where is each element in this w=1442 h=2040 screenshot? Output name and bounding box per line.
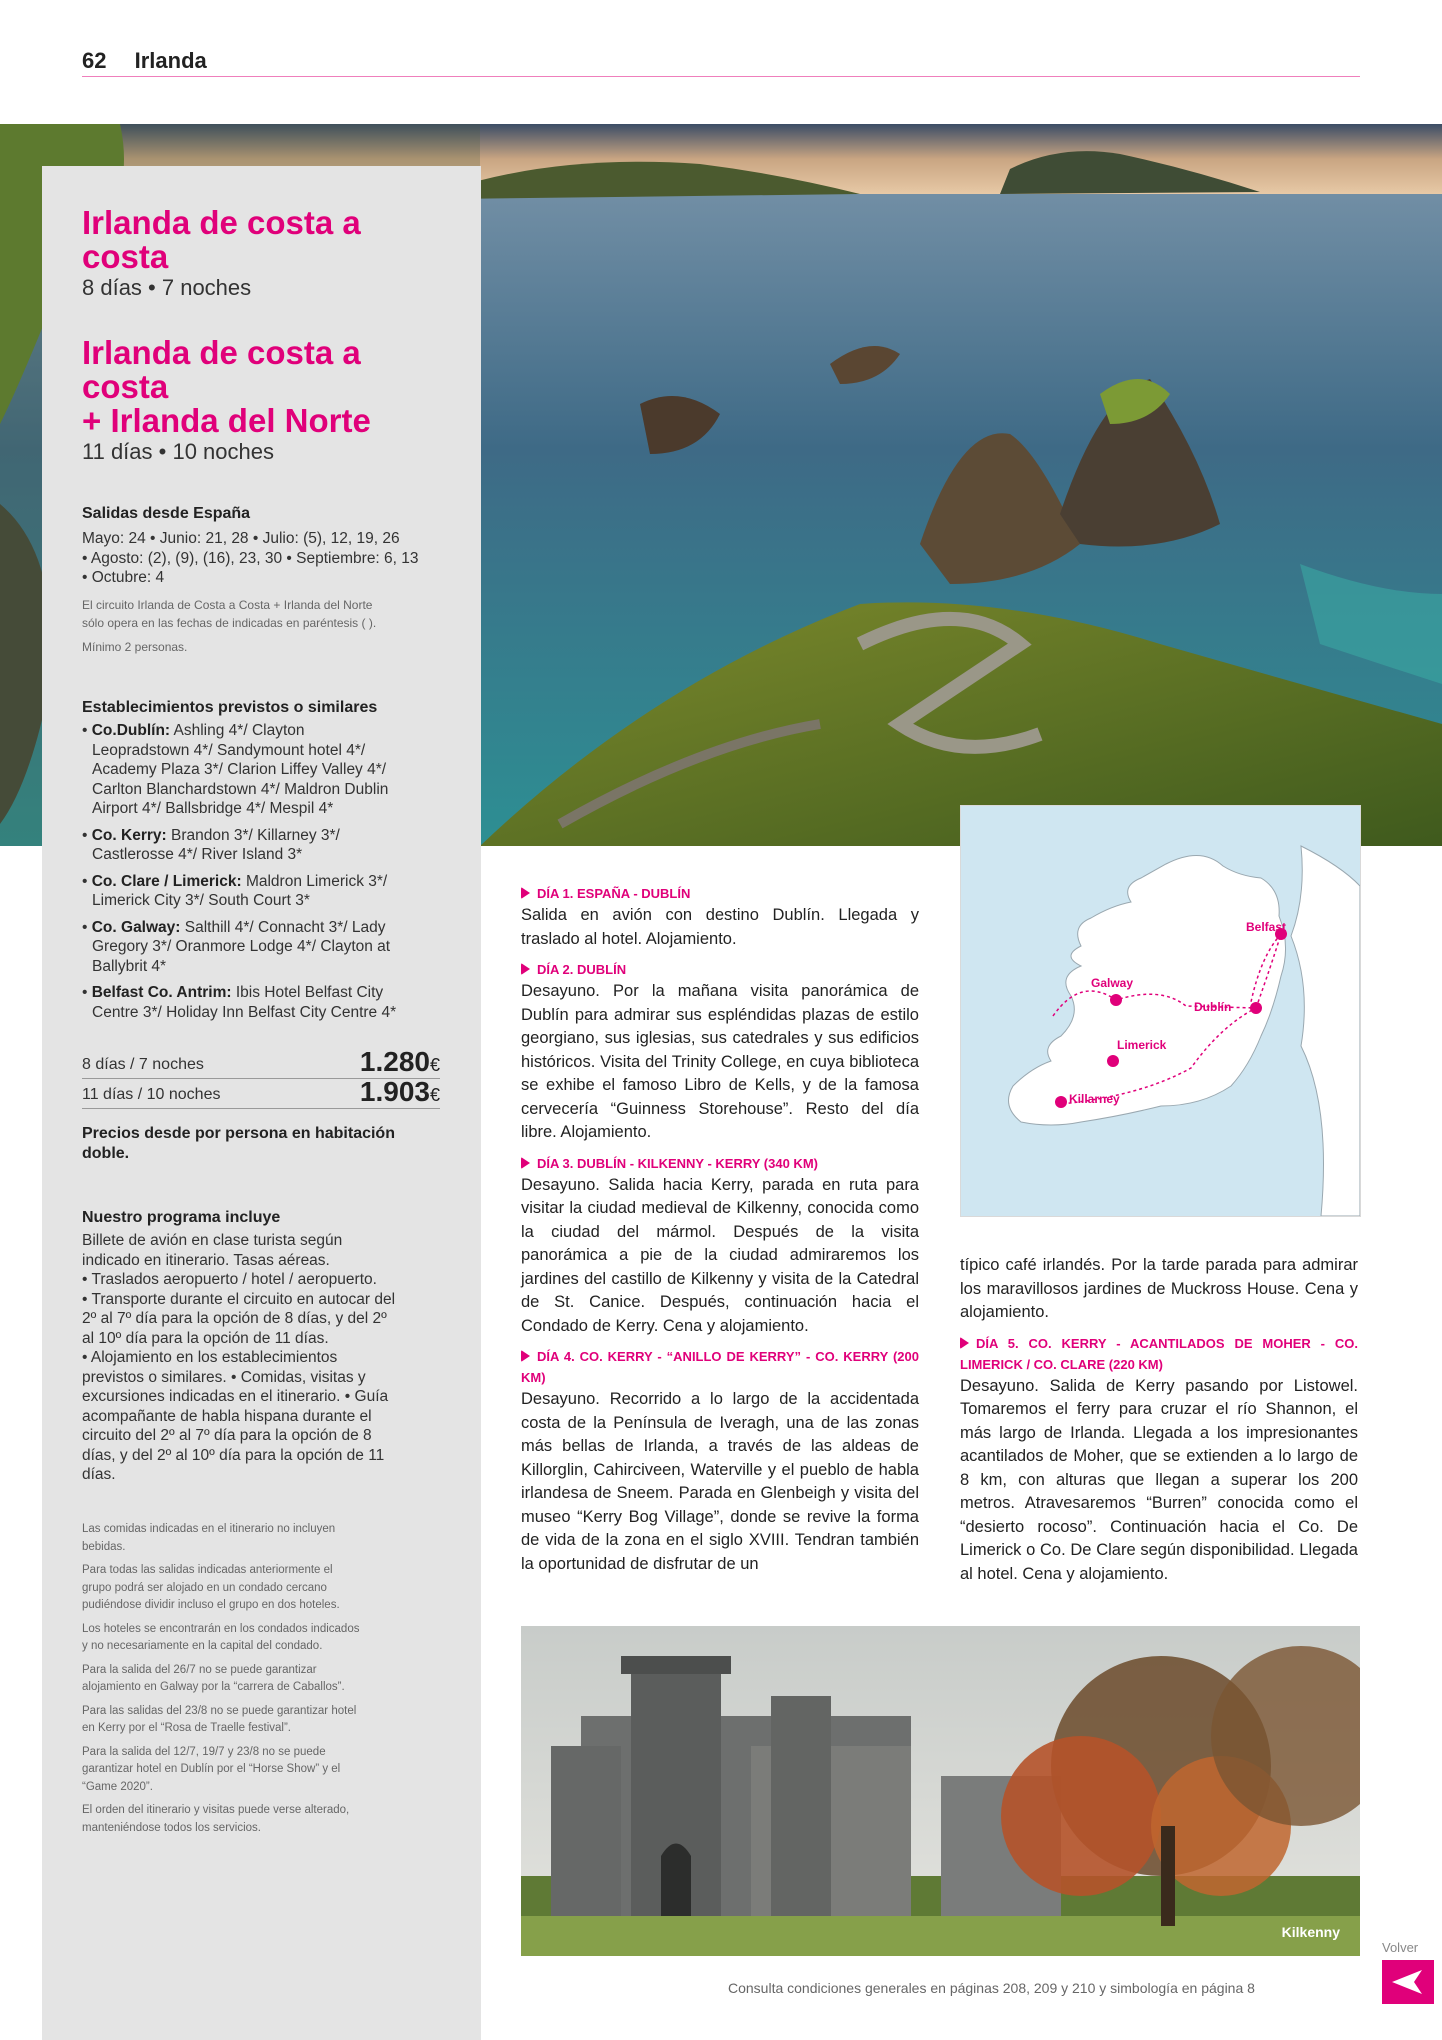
map-label-belfast: Belfast bbox=[1246, 920, 1287, 934]
hotel-entry: • Co.Dublín: Ashling 4*/ Clayton Leopradstown 4*/ Sandymount hotel 4*/ Academy Plaza 3*/ Clarion Liffey Valley 4*/ Carlton Blanchardstown 4*/ Maldron Dublin Airport 4*/ Ballsbridge 4*/ Mespil 4* bbox=[82, 722, 389, 817]
day-text: Salida en avión con destino Dublín. Llegada y traslado al hotel. Alojamiento. bbox=[521, 906, 919, 948]
departures-heading: Salidas desde España bbox=[82, 505, 251, 522]
includes-line: • Traslados aeropuerto / hotel / aeropuerto. bbox=[82, 1271, 377, 1288]
section-title: Irlanda bbox=[134, 48, 207, 73]
back-button[interactable] bbox=[1382, 1960, 1434, 2004]
arrow-bullet-icon bbox=[521, 887, 530, 899]
includes-line: acompañante de habla hispana durante el bbox=[82, 1407, 372, 1425]
footnote: El orden del itinerario y visitas puede verse alterado, manteniéndose todos los servicios. bbox=[82, 1804, 350, 1834]
footnote: Las comidas indicadas en el itinerario no incluyen bebidas. bbox=[82, 1523, 336, 1553]
tour-title-line: Irlanda de costa a bbox=[82, 204, 361, 241]
departure-line: • Agosto: (2), (9), (16), 23, 30 • Septiembre: 6, 13 bbox=[82, 549, 419, 567]
arrow-bullet-icon bbox=[521, 963, 530, 975]
hotel-entry: • Co. Galway: Salthill 4*/ Connacht 3*/ Lady Gregory 3*/ Oranmore Lodge 4*/ Clayton at Ballybrit 4* bbox=[82, 918, 391, 975]
footnote: Los hoteles se encontrarán en los condados indicados y no necesariamente en la capital del condado. bbox=[82, 1622, 360, 1652]
day-heading: DÍA 5. CO. KERRY - ACANTILADOS DE MOHER - CO. LIMERICK / CO. CLARE (220 KM) bbox=[960, 1335, 1358, 1372]
day-text: Desayuno. Salida de Kerry pasando por Listowel. Tomaremos el ferry para cruzar el río Shannon, el más largo de Irlanda. Llegada a los impresionantes acantilados de Moher, que se extienden a lo largo de 8 km, con alturas que llegan a superar los 200 metros. Atravesaremos “Burren” conocida como el “desierto rocoso”. Continuación hacia el Co. De Limerick o Co. De Clare según disponibilidad. Llegada al hotel. Cena y alojamiento. bbox=[960, 1376, 1358, 1583]
includes-line: circuito del 2º al 7º día para la opción de 8 bbox=[82, 1427, 372, 1444]
day-text: Desayuno. Por la mañana visita panorámica de Dublín para admirar sus espléndidas plazas de estilo georgiano, sus iglesias, sus catedrales y sus edificios históricos. Visita del Trinity College, en cuya biblioteca se exhibe el famoso Libro de Kells, y de la famosa cervecería “Guinness Storehouse”. Resto del día libre. Alojamiento. bbox=[521, 982, 919, 1141]
sidebar-panel bbox=[42, 166, 481, 2040]
includes-line: 2º al 7º día para la opción de 8 días, y del 2º bbox=[82, 1310, 387, 1327]
page-number: 62 bbox=[82, 48, 107, 73]
includes-line: indicado en itinerario. Tasas aéreas. bbox=[82, 1251, 330, 1269]
tour-title-long bbox=[82, 336, 452, 466]
page-header bbox=[82, 48, 207, 74]
includes-line: excursiones indicadas en el itinerario. • Guía bbox=[82, 1388, 389, 1405]
day-text: Desayuno. Salida hacia Kerry, parada en ruta para visitar la ciudad medieval de Kilkenny, conocida como la ciudad del mármol. Después de la visita panorámica a pie de la ciudad admiraremos los jardines del castillo de Kilkenny y visita de la Catedral de St. Canice. Después, continuación hacia el Condado de Kerry. Cena y alojamiento. bbox=[521, 1175, 919, 1335]
header-divider bbox=[82, 76, 1360, 77]
tour-duration: 11 días • 10 noches bbox=[82, 439, 274, 464]
footnote: Para la salida del 12/7, 19/7 y 23/8 no se puede garantizar hotel en Dublín por el “Horse Show” y el “Game 2020”. bbox=[82, 1745, 341, 1793]
includes-line: • Transporte durante el circuito en autocar del bbox=[82, 1290, 396, 1308]
tour-title-short bbox=[82, 206, 452, 302]
hotel-list bbox=[82, 721, 452, 1022]
includes-line: Billete de avión en clase turista según bbox=[82, 1232, 343, 1249]
departures-block bbox=[82, 505, 452, 656]
kilkenny-castle-photo bbox=[521, 1626, 1360, 1956]
tour-title-line: costa bbox=[82, 238, 169, 275]
hotels-block bbox=[82, 699, 452, 1029]
map-label-dublin: Dublín bbox=[1194, 1000, 1232, 1014]
back-label[interactable]: Volver bbox=[1382, 1940, 1419, 1955]
includes-line: al 10º día para la opción de 11 días. bbox=[82, 1329, 329, 1347]
map-label-galway: Galway bbox=[1091, 976, 1134, 990]
price-value: 1.280€ bbox=[359, 1046, 440, 1077]
includes-list bbox=[82, 1231, 452, 1485]
price-row-8-days bbox=[82, 1046, 440, 1079]
includes-heading: Nuestro programa incluye bbox=[82, 1209, 281, 1226]
footnote: Para todas las salidas indicadas anteriormente el grupo podrá ser alojado en un condado cercano pudiéndose dividir incluso el grupo en dos hoteles. bbox=[82, 1564, 340, 1611]
arrow-bullet-icon bbox=[521, 1350, 530, 1362]
includes-line: días, y del 2º al 10º día para la opción de 11 bbox=[82, 1446, 385, 1464]
minimum-note: Mínimo 2 personas. bbox=[82, 639, 188, 654]
departures-note: sólo opera en las fechas de indicadas en paréntesis ( ). bbox=[82, 615, 377, 630]
includes-line: días. bbox=[82, 1466, 116, 1483]
arrow-bullet-icon bbox=[521, 1157, 530, 1169]
day-heading: DÍA 1. ESPAÑA - DUBLÍN bbox=[521, 883, 919, 904]
day-heading: DÍA 3. DUBLÍN - KILKENNY - KERRY (340 KM) bbox=[521, 1153, 919, 1174]
day-text-continued: típico café irlandés. Por la tarde parada para admirar los maravillosos jardines de Muckross House. Cena y alojamiento. bbox=[960, 1256, 1358, 1321]
includes-block bbox=[82, 1209, 452, 1485]
itinerary-column-2 bbox=[960, 1254, 1358, 1586]
hotel-entry: • Belfast Co. Antrim: Ibis Hotel Belfast City Centre 3*/ Holiday Inn Belfast City Centre 4* bbox=[82, 984, 397, 1021]
footnotes-block bbox=[82, 1521, 452, 1843]
footnote: Para la salida del 26/7 no se puede garantizar alojamiento en Galway por la “carrera de Caballos”. bbox=[82, 1663, 345, 1693]
footnote: Para las salidas del 23/8 no se puede garantizar hotel en Kerry por el “Rosa de Traelle festival”. bbox=[82, 1704, 357, 1734]
map-label-killarney: Killarney bbox=[1069, 1092, 1120, 1106]
day-heading: DÍA 4. CO. KERRY - “ANILLO DE KERRY” - CO. KERRY (200 KM) bbox=[521, 1349, 919, 1385]
includes-line: • Alojamiento en los establecimientos bbox=[82, 1349, 338, 1366]
map-label-limerick: Limerick bbox=[1117, 1038, 1167, 1052]
departure-line: Mayo: 24 • Junio: 21, 28 • Julio: (5), 12, 19, 26 bbox=[82, 530, 400, 547]
day-text: Desayuno. Recorrido a lo largo de la accidentada costa de la Península de Iveragh, una de las zonas más bellas de Irlanda, a través de las aldeas de Killorglin, Cahirciveen, Waterville y el pueblo de habla irlandesa de Sneem. Parada en Glenbeigh y visita del museo “Kerry Bog Village”, donde se revive la forma de vida de la zona en el siglo XVIII. Tendran también la oportunidad de disfrutar de un bbox=[521, 1390, 919, 1573]
price-label: 8 días / 7 noches bbox=[82, 1056, 204, 1073]
hotel-entry: • Co. Clare / Limerick: Maldron Limerick 3*/ Limerick City 3*/ South Court 3* bbox=[82, 872, 388, 909]
tour-title-line: + Irlanda del Norte bbox=[82, 402, 371, 439]
tour-title-line: costa bbox=[82, 368, 169, 405]
hotels-heading: Establecimientos previstos o similares bbox=[82, 699, 378, 716]
footnotes-list bbox=[82, 1521, 452, 1837]
arrow-bullet-icon bbox=[960, 1337, 969, 1349]
departures-note: El circuito Irlanda de Costa a Costa + Irlanda del Norte bbox=[82, 597, 373, 612]
back-arrow-icon bbox=[1382, 1960, 1434, 2004]
footer-note: Consulta condiciones generales en páginas 208, 209 y 210 y simbología en página 8 bbox=[728, 1980, 1255, 1996]
day-heading: DÍA 2. DUBLÍN bbox=[521, 959, 919, 980]
includes-line: previstos o similares. • Comidas, visitas y bbox=[82, 1368, 366, 1386]
departure-line: • Octubre: 4 bbox=[82, 569, 165, 586]
price-value: 1.903€ bbox=[359, 1076, 440, 1107]
photo-caption: Kilkenny bbox=[1281, 1924, 1340, 1940]
price-row-11-days bbox=[82, 1076, 440, 1109]
price-note: Precios desde por persona en habitación doble. bbox=[82, 1125, 395, 1162]
tour-duration: 8 días • 7 noches bbox=[82, 275, 252, 300]
price-label: 11 días / 10 noches bbox=[82, 1086, 221, 1103]
tour-title-line: Irlanda de costa a bbox=[82, 334, 361, 371]
itinerary-column-1 bbox=[521, 875, 919, 1576]
route-map bbox=[960, 805, 1361, 1217]
hotel-entry: • Co. Kerry: Brandon 3*/ Killarney 3*/ Castlerosse 4*/ River Island 3* bbox=[82, 826, 340, 863]
